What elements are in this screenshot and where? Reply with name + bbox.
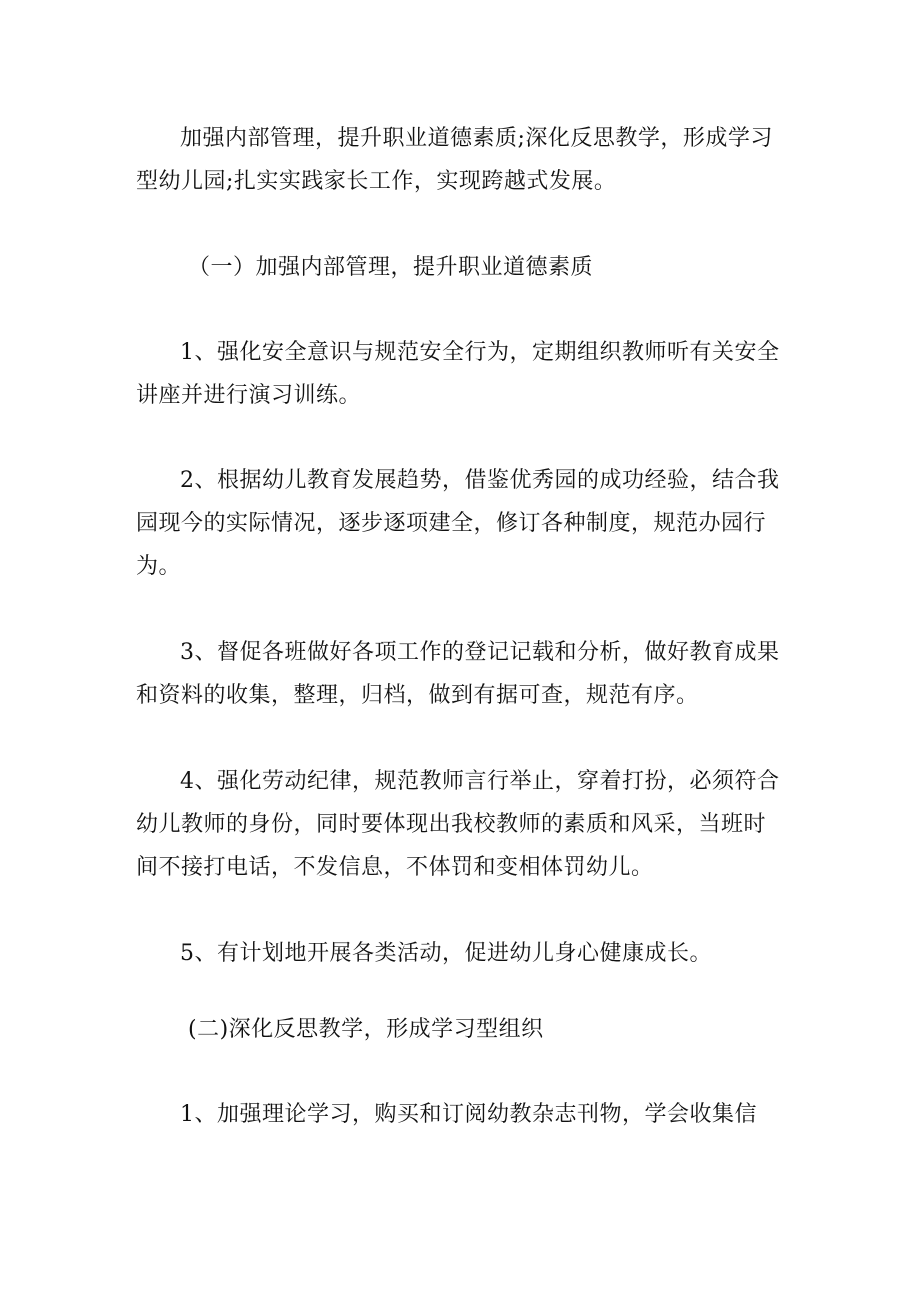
section-1-item-5: 5、有计划地开展各类活动，促进幼儿身心健康成长。 xyxy=(180,941,712,966)
section-1-item-3: 3、督促各班做好各项工作的登记记载和分析，做好教育成果和资料的收集，整理，归档，做到有据可查，规范有序。 xyxy=(136,640,780,708)
section-2-item-1: 1、加强理论学习，购买和订阅幼教杂志刊物，学会收集信 xyxy=(180,1102,757,1127)
section-1-item-2: 2、根据幼儿教育发展趋势，借鉴优秀园的成功经验，结合我园现今的实际情况，逐步逐项建全，修订各种制度，规范办园行为。 xyxy=(136,468,780,579)
section-heading-1: （一）加强内部管理，提升职业道德素质 xyxy=(188,255,594,280)
section-heading-2: (二)深化反思教学，形成学习型组织 xyxy=(188,1017,544,1042)
intro-paragraph: 加强内部管理，提升职业道德素质;深化反思教学，形成学习型幼儿园;扎实实践家长工作，实现跨越式发展。 xyxy=(136,126,773,194)
section-1-item-4: 4、强化劳动纪律，规范教师言行举止，穿着打扮，必须符合幼儿教师的身份，同时要体现出我校教师的素质和风采，当班时间不接打电话，不发信息，不体罚和变相体罚幼儿。 xyxy=(136,769,780,880)
section-1-item-1: 1、强化安全意识与规范安全行为，定期组织教师听有关安全讲座并进行演习训练。 xyxy=(136,340,780,408)
